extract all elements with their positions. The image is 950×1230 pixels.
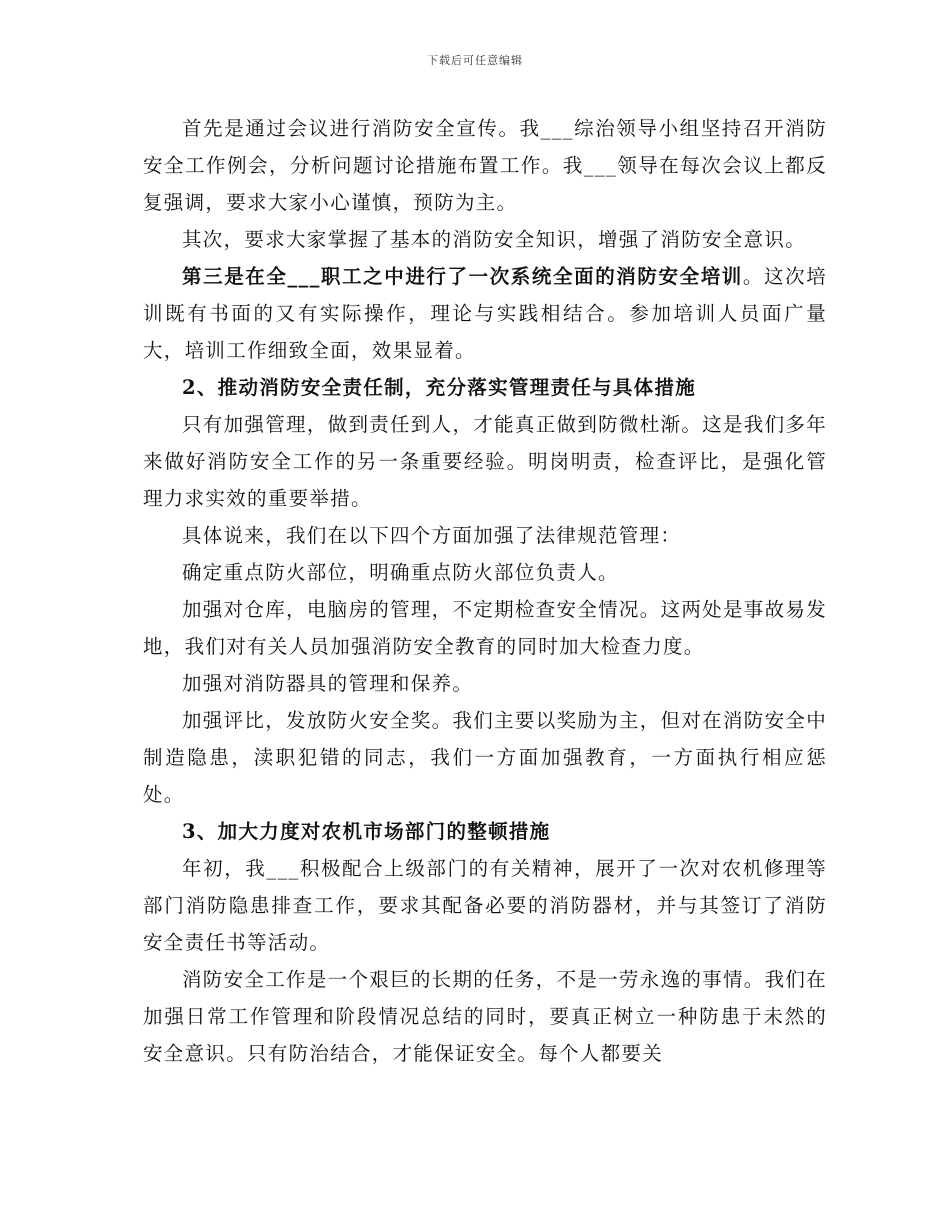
paragraph-safety-knowledge: 其次，要求大家掌握了基本的消防安全知识，增强了消防安全意识。: [182, 228, 807, 251]
paragraph-farm-machinery: 年初，我___积极配合上级部门的有关精神，展开了一次对农机修理等部门消防隐患排查工作，要求其配备必要的消防器材，并与其签订了消防安全责任书等活动。: [143, 857, 827, 954]
paragraph-training: [143, 258, 827, 369]
section-heading-2: 2、推动消防安全责任制，充分落实管理责任与具体措施: [182, 376, 697, 399]
paragraph-four-aspects: 具体说来，我们在以下四个方面加强了法律规范管理：: [182, 524, 682, 547]
paragraph-key-fire-areas: 确定重点防火部位，明确重点防火部位负责人。: [182, 561, 619, 584]
section-heading-3: 3、加大力度对农机市场部门的整顿措施: [182, 820, 551, 843]
bold-lead-text: 第三是在全___职工之中进行了一次系统全面的消防安全培训: [182, 265, 743, 288]
paragraph-evaluation: 加强评比，发放防火安全奖。我们主要以奖励为主，但对在消防安全中制造隐患，渎职犯错的同志，我们一方面加强教育，一方面执行相应惩处。: [143, 709, 827, 806]
paragraph-fire-equipment: 加强对消防器具的管理和保养。: [182, 672, 474, 695]
paragraph-warehouse: 加强对仓库，电脑房的管理，不定期检查安全情况。这两处是事故易发地，我们对有关人员加强消防安全教育的同时加大检查力度。: [143, 598, 827, 658]
paragraph-management: 只有加强管理，做到责任到人，才能真正做到防微杜渐。这是我们多年来做好消防安全工作的另一条重要经验。明岗明责，检查评比，是强化管理力求实效的重要举措。: [143, 413, 827, 510]
bold-lead-tail: 。这: [742, 265, 786, 288]
training-text: 次培训既有书面的又有实际操作，理论与实践相结合。参加培训人员面广量大，培训工作细致全面，效果显着。: [143, 265, 827, 362]
paragraph-long-term-task: 消防安全工作是一个艰巨的长期的任务，不是一劳永逸的事情。我们在加强日常工作管理和阶段情况总结的同时，要真正树立一种防患于未然的安全意识。只有防治结合，才能保证安全。每个人都要关: [143, 968, 827, 1065]
page-header: 下载后可任意编辑: [427, 54, 523, 67]
paragraph-meeting-publicity: 首先是通过会议进行消防安全宣传。我___综治领导小组坚持召开消防安全工作例会，分析问题讨论措施布置工作。我___领导在每次会议上都反复强调，要求大家小心谨慎，预防为主。: [143, 117, 827, 214]
document-body: [143, 110, 827, 1072]
